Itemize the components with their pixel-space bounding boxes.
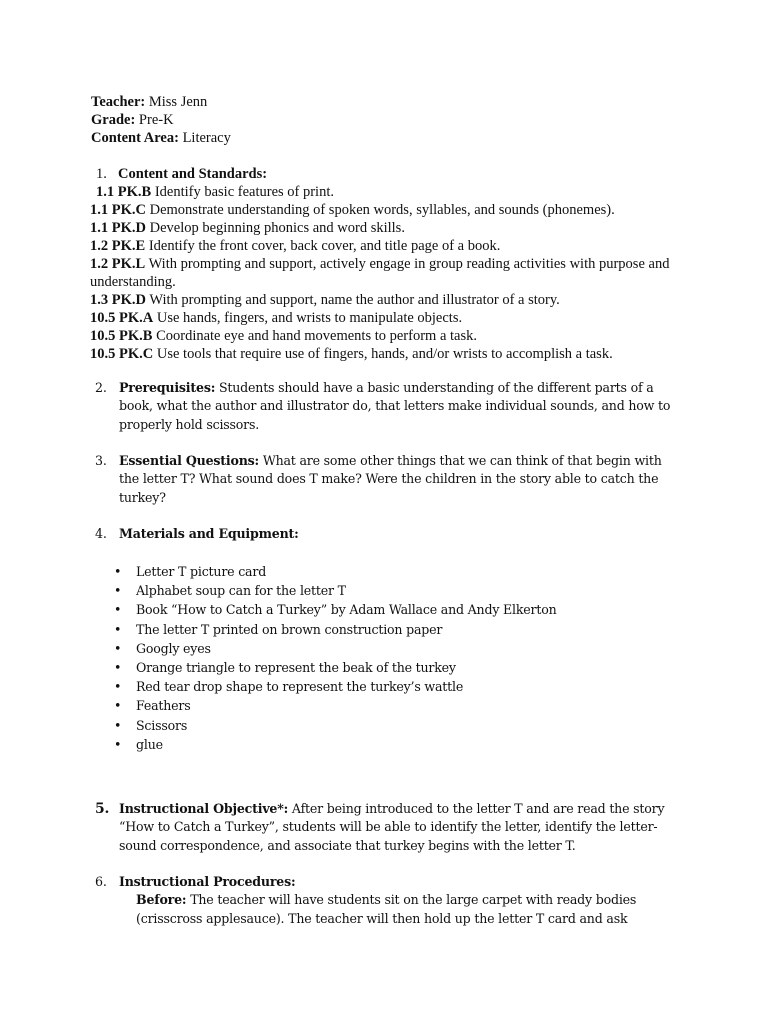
bullet-icon: • xyxy=(114,717,122,733)
list-item-text: Feathers xyxy=(136,698,191,714)
section-number: 3. xyxy=(95,453,107,468)
standard-text: Coordinate eye and hand movements to perform a task. xyxy=(156,328,477,344)
list-item xyxy=(114,735,557,754)
standard-item xyxy=(90,291,710,309)
list-item xyxy=(114,581,557,600)
section-text: After being introduced to the letter T and are read the story “How to Catch a Turkey”, students will be able to identify the letter, identify the letter-sound correspondence, and associate that turkey begins with the letter T. xyxy=(119,801,665,853)
list-item-text: The letter T printed on brown construction paper xyxy=(136,621,443,637)
section-title: Essential Questions: xyxy=(119,453,260,468)
standard-text: Identify basic features of print. xyxy=(154,184,334,200)
section-number: 5. xyxy=(95,801,110,817)
instructional-objective-section xyxy=(95,800,685,855)
prerequisites-section xyxy=(95,379,685,434)
list-item xyxy=(114,658,557,677)
materials-list xyxy=(114,562,557,754)
standard-code: 10.5 PK.A xyxy=(90,310,154,326)
content-area-label: Content Area: xyxy=(91,130,179,146)
list-item-text: Red tear drop shape to represent the turkey’s wattle xyxy=(136,679,464,695)
standard-text: Demonstrate understanding of spoken words, syllables, and sounds (phonemes). xyxy=(149,202,615,218)
standard-code: 1.1 PK.B xyxy=(96,184,152,200)
bullet-icon: • xyxy=(114,583,122,599)
bullet-icon: • xyxy=(114,602,122,618)
list-item-text: glue xyxy=(136,736,163,752)
section-heading xyxy=(90,165,710,183)
content-area-value: Literacy xyxy=(182,130,231,146)
list-item-text: Googly eyes xyxy=(136,640,211,656)
standard-item xyxy=(90,309,710,327)
before-paragraph xyxy=(119,891,685,928)
standard-code: 1.2 PK.E xyxy=(90,238,146,254)
list-item xyxy=(114,620,557,639)
list-item xyxy=(114,696,557,715)
bullet-icon: • xyxy=(114,640,122,656)
standard-text: With prompting and support, name the author and illustrator of a story. xyxy=(149,292,560,308)
standard-code: 1.3 PK.D xyxy=(90,292,146,308)
bullet-icon: • xyxy=(114,698,122,714)
lesson-header xyxy=(91,93,231,147)
teacher-line xyxy=(91,93,231,111)
standard-text: Identify the front cover, back cover, and title page of a book. xyxy=(148,238,501,254)
teacher-value: Miss Jenn xyxy=(148,94,208,110)
list-item xyxy=(114,716,557,735)
standard-text: Use tools that require use of fingers, hands, and/or wrists to accomplish a task. xyxy=(156,346,613,362)
grade-line xyxy=(91,111,231,129)
standard-code: 1.1 PK.D xyxy=(90,220,146,236)
standard-item xyxy=(90,345,710,363)
section-title: Instructional Objective*: xyxy=(119,801,289,816)
section-text: Students should have a basic understanding of the different parts of a book, what the author and illustrator do, that letters make individual sounds, and how to properly hold scissors. xyxy=(119,380,671,432)
standard-code: 10.5 PK.B xyxy=(90,328,153,344)
list-item-text: Alphabet soup can for the letter T xyxy=(136,583,346,599)
essential-questions-section xyxy=(95,452,685,507)
materials-section xyxy=(95,525,685,543)
instructional-procedures-section xyxy=(95,873,685,928)
standard-text: With prompting and support, actively engage in group reading activities with purpose and understanding. xyxy=(90,256,670,290)
standard-item xyxy=(90,237,710,255)
standard-code: 10.5 PK.C xyxy=(90,346,154,362)
section-number: 4. xyxy=(95,526,107,541)
grade-label: Grade: xyxy=(91,112,136,128)
standard-item xyxy=(90,201,710,219)
list-item-text: Scissors xyxy=(136,717,188,733)
list-item-text: Letter T picture card xyxy=(136,564,267,579)
bullet-icon: • xyxy=(114,621,122,637)
list-item xyxy=(114,600,557,619)
standard-item xyxy=(90,327,710,345)
bullet-icon: • xyxy=(114,679,122,695)
section-number: 1. xyxy=(96,166,107,182)
section-title: Content and Standards: xyxy=(118,166,268,182)
teacher-label: Teacher: xyxy=(91,94,146,110)
bullet-icon: • xyxy=(114,659,122,675)
section-title: Prerequisites: xyxy=(119,380,216,395)
standard-item xyxy=(90,255,710,291)
content-standards-section xyxy=(90,165,710,363)
standard-code: 1.2 PK.L xyxy=(90,256,146,272)
bullet-icon: • xyxy=(114,736,122,752)
list-item xyxy=(114,639,557,658)
section-number: 6. xyxy=(95,874,107,889)
before-label: Before: xyxy=(136,892,187,908)
list-item xyxy=(114,562,557,581)
section-text: What are some other things that we can think of that begin with the letter T? What sound does T make? Were the children in the story able to catch the turkey? xyxy=(119,453,662,505)
list-item xyxy=(114,677,557,696)
bullet-icon: • xyxy=(114,564,122,579)
before-text: The teacher will have students sit on the large carpet with ready bodies (crisscross applesauce). The teacher will then hold up the letter T card and ask xyxy=(136,892,637,926)
list-item-text: Book “How to Catch a Turkey” by Adam Wallace and Andy Elkerton xyxy=(136,602,557,618)
standard-item xyxy=(90,183,710,201)
grade-value: Pre-K xyxy=(138,112,174,128)
section-number: 2. xyxy=(95,380,107,395)
standard-text: Develop beginning phonics and word skills. xyxy=(149,220,405,236)
standard-code: 1.1 PK.C xyxy=(90,202,146,218)
standard-text: Use hands, fingers, and wrists to manipulate objects. xyxy=(156,310,463,326)
list-item-text: Orange triangle to represent the beak of the turkey xyxy=(136,659,456,675)
standard-item xyxy=(90,219,710,237)
section-title: Instructional Procedures: xyxy=(119,874,296,889)
content-area-line xyxy=(91,129,231,147)
section-title: Materials and Equipment: xyxy=(119,526,299,541)
